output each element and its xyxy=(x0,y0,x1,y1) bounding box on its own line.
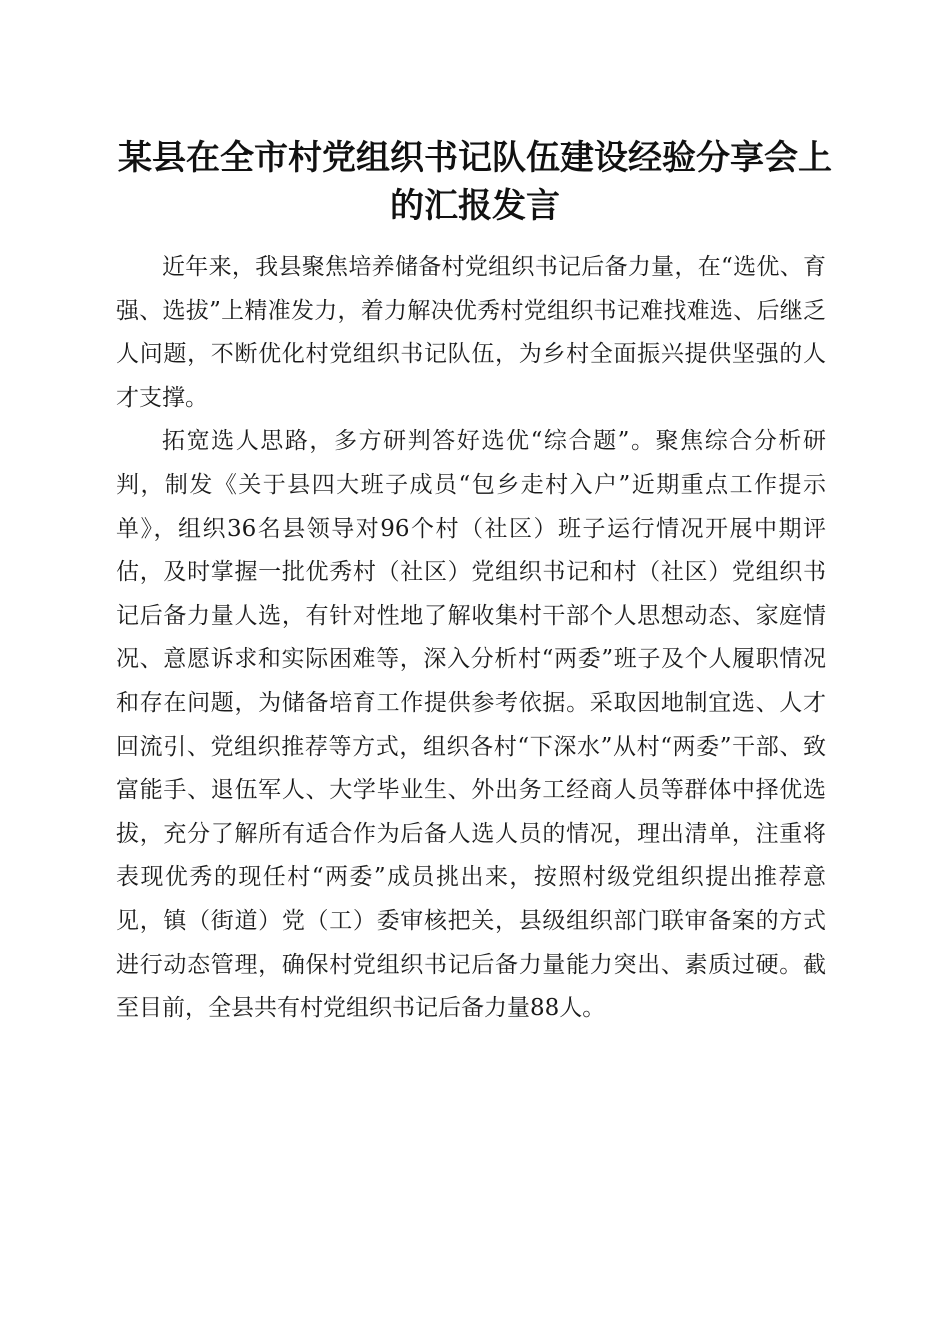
paragraph-intro: 近年来，我县聚焦培养储备村党组织书记后备力量，在“选优、育强、选拔”上精准发力，着力解决优秀村党组织书记难找难选、后继乏人问题，不断优化村党组织书记队伍，为乡村全面振兴提供坚强的人才支撑。 xyxy=(116,254,826,411)
document-body xyxy=(116,246,826,1031)
paragraph-selection: 拓宽选人思路，多方研判答好选优“综合题”。聚焦综合分析研判，制发《关于县四大班子成员“包乡走村入户”近期重点工作提示单》，组织36名县领导对96个村（社区）班子运行情况开展中期评估，及时掌握一批优秀村（社区）党组织书记和村（社区）党组织书记后备力量人选，有针对性地了解收集村干部个人思想动态、家庭情况、意愿诉求和实际困难等，深入分析村“两委”班子及个人履职情况和存在问题，为储备培育工作提供参考依据。采取因地制宜选、人才回流引、党组织推荐等方式，组织各村“下深水”从村“两委”干部、致富能手、退伍军人、大学毕业生、外出务工经商人员等群体中择优选拔，充分了解所有适合作为后备人选人员的情况，理出清单，注重将表现优秀的现任村“两委”成员挑出来，按照村级党组织提出推荐意见，镇（街道）党（工）委审核把关，县级组织部门联审备案的方式进行动态管理，确保村党组织书记后备力量能力突出、素质过硬。截至目前，全县共有村党组织书记后备力量88人。 xyxy=(116,428,826,1022)
document-title: 某县在全市村党组织书记队伍建设经验分享会上的汇报发言 xyxy=(118,138,832,226)
